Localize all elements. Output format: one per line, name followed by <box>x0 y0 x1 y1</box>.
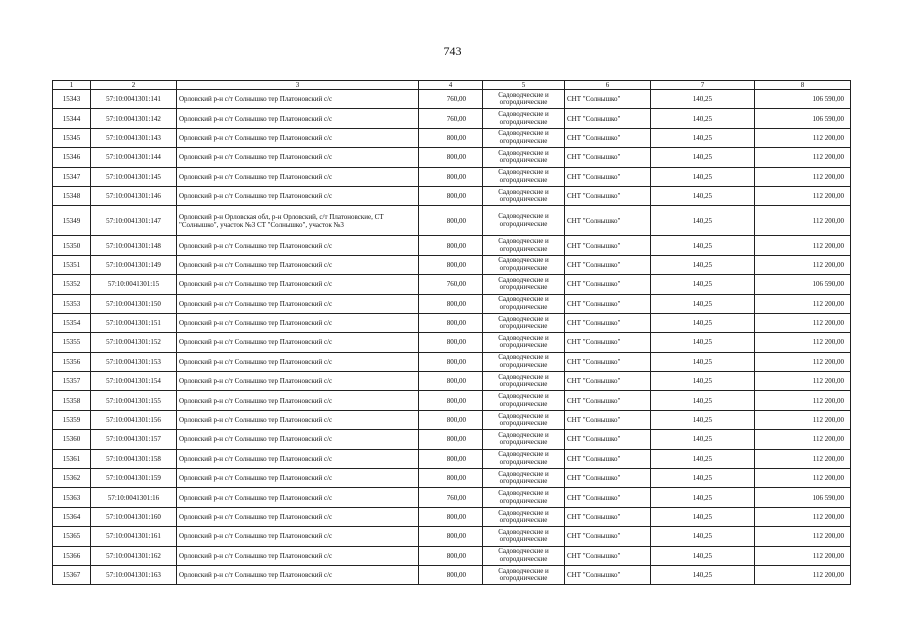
cadastral-number-cell: 57:10:0041301:16 <box>91 488 177 507</box>
address-cell: Орловский р-н с/т Солнышко тер Платоновский с/с <box>177 186 419 205</box>
address-cell: Орловский р-н с/т Солнышко тер Платоновский с/с <box>177 294 419 313</box>
address-cell: Орловский р-н с/т Солнышко тер Платоновский с/с <box>177 255 419 274</box>
row-number-cell: 15347 <box>53 167 91 186</box>
land-use-cell: Садоводческие и огороднические <box>483 410 565 429</box>
cadastral-number-cell: 57:10:0041301:149 <box>91 255 177 274</box>
cadastral-number-cell: 57:10:0041301:154 <box>91 372 177 391</box>
specific-value-cell: 140,25 <box>651 236 755 255</box>
area-cell: 800,00 <box>419 352 483 371</box>
area-cell: 800,00 <box>419 186 483 205</box>
cadastral-value-cell: 112 200,00 <box>755 391 851 410</box>
address-cell: Орловский р-н с/т Солнышко тер Платоновский с/с <box>177 488 419 507</box>
organization-cell: СНТ "Солнышко" <box>565 275 651 294</box>
cadastral-number-cell: 57:10:0041301:15 <box>91 275 177 294</box>
specific-value-cell: 140,25 <box>651 352 755 371</box>
cadastral-number-cell: 57:10:0041301:153 <box>91 352 177 371</box>
area-cell: 800,00 <box>419 430 483 449</box>
area-cell: 800,00 <box>419 507 483 526</box>
cadastral-value-cell: 112 200,00 <box>755 294 851 313</box>
area-cell: 760,00 <box>419 90 483 109</box>
specific-value-cell: 140,25 <box>651 469 755 488</box>
land-use-cell: Садоводческие и огороднические <box>483 275 565 294</box>
row-number-cell: 15361 <box>53 449 91 468</box>
table-row <box>53 167 851 186</box>
cadastral-number-cell: 57:10:0041301:163 <box>91 565 177 584</box>
row-number-cell: 15350 <box>53 236 91 255</box>
address-cell: Орловский р-н с/т Солнышко тер Платоновский с/с <box>177 372 419 391</box>
header-row <box>53 81 851 90</box>
row-number-cell: 15353 <box>53 294 91 313</box>
area-cell: 800,00 <box>419 391 483 410</box>
cadastral-value-cell: 112 200,00 <box>755 507 851 526</box>
cadastral-value-cell: 112 200,00 <box>755 128 851 147</box>
address-cell: Орловский р-н с/т Солнышко тер Платоновский с/с <box>177 90 419 109</box>
cadastral-value-cell: 112 200,00 <box>755 449 851 468</box>
address-cell: Орловский р-н с/т Солнышко тер Платоновский с/с <box>177 275 419 294</box>
area-cell: 800,00 <box>419 236 483 255</box>
cadastral-number-cell: 57:10:0041301:150 <box>91 294 177 313</box>
column-header: 6 <box>565 81 651 90</box>
specific-value-cell: 140,25 <box>651 294 755 313</box>
cadastral-number-cell: 57:10:0041301:162 <box>91 546 177 565</box>
organization-cell: СНТ "Солнышко" <box>565 372 651 391</box>
cadastral-number-cell: 57:10:0041301:147 <box>91 206 177 236</box>
table-row <box>53 148 851 167</box>
address-cell: Орловский р-н с/т Солнышко тер Платоновский с/с <box>177 469 419 488</box>
area-cell: 800,00 <box>419 313 483 332</box>
cadastral-value-cell: 112 200,00 <box>755 206 851 236</box>
address-cell: Орловский р-н с/т Солнышко тер Платоновский с/с <box>177 546 419 565</box>
column-header: 4 <box>419 81 483 90</box>
cadastral-number-cell: 57:10:0041301:143 <box>91 128 177 147</box>
cadastral-value-cell: 106 590,00 <box>755 109 851 128</box>
column-header: 5 <box>483 81 565 90</box>
row-number-cell: 15343 <box>53 90 91 109</box>
table-row <box>53 236 851 255</box>
organization-cell: СНТ "Солнышко" <box>565 391 651 410</box>
row-number-cell: 15348 <box>53 186 91 205</box>
land-use-cell: Садоводческие и огороднические <box>483 109 565 128</box>
area-cell: 800,00 <box>419 449 483 468</box>
table-row <box>53 527 851 546</box>
specific-value-cell: 140,25 <box>651 255 755 274</box>
table-row <box>53 546 851 565</box>
specific-value-cell: 140,25 <box>651 167 755 186</box>
table-row <box>53 333 851 352</box>
area-cell: 800,00 <box>419 128 483 147</box>
organization-cell: СНТ "Солнышко" <box>565 109 651 128</box>
row-number-cell: 15365 <box>53 527 91 546</box>
row-number-cell: 15363 <box>53 488 91 507</box>
address-cell: Орловский р-н с/т Солнышко тер Платоновский с/с <box>177 313 419 332</box>
specific-value-cell: 140,25 <box>651 109 755 128</box>
area-cell: 800,00 <box>419 294 483 313</box>
cadastral-number-cell: 57:10:0041301:161 <box>91 527 177 546</box>
land-use-cell: Садоводческие и огороднические <box>483 430 565 449</box>
column-header: 3 <box>177 81 419 90</box>
land-use-cell: Садоводческие и огороднические <box>483 546 565 565</box>
cadastral-value-cell: 112 200,00 <box>755 352 851 371</box>
address-cell: Орловский р-н с/т Солнышко тер Платоновский с/с <box>177 410 419 429</box>
specific-value-cell: 140,25 <box>651 527 755 546</box>
table-row <box>53 313 851 332</box>
cadastral-value-cell: 106 590,00 <box>755 488 851 507</box>
area-cell: 800,00 <box>419 148 483 167</box>
cadastral-number-cell: 57:10:0041301:159 <box>91 469 177 488</box>
area-cell: 800,00 <box>419 469 483 488</box>
specific-value-cell: 140,25 <box>651 90 755 109</box>
column-header: 2 <box>91 81 177 90</box>
cadastral-value-cell: 112 200,00 <box>755 186 851 205</box>
row-number-cell: 15366 <box>53 546 91 565</box>
cadastral-number-cell: 57:10:0041301:156 <box>91 410 177 429</box>
cadastral-number-cell: 57:10:0041301:141 <box>91 90 177 109</box>
area-cell: 800,00 <box>419 372 483 391</box>
specific-value-cell: 140,25 <box>651 313 755 332</box>
table-row <box>53 449 851 468</box>
organization-cell: СНТ "Солнышко" <box>565 488 651 507</box>
row-number-cell: 15354 <box>53 313 91 332</box>
table-row <box>53 90 851 109</box>
row-number-cell: 15349 <box>53 206 91 236</box>
organization-cell: СНТ "Солнышко" <box>565 148 651 167</box>
cadastral-value-cell: 106 590,00 <box>755 275 851 294</box>
land-use-cell: Садоводческие и огороднические <box>483 449 565 468</box>
row-number-cell: 15358 <box>53 391 91 410</box>
organization-cell: СНТ "Солнышко" <box>565 430 651 449</box>
organization-cell: СНТ "Солнышко" <box>565 333 651 352</box>
address-cell: Орловский р-н с/т Солнышко тер Платоновский с/с <box>177 236 419 255</box>
cadastral-value-cell: 112 200,00 <box>755 313 851 332</box>
area-cell: 800,00 <box>419 255 483 274</box>
specific-value-cell: 140,25 <box>651 410 755 429</box>
land-use-cell: Садоводческие и огороднические <box>483 236 565 255</box>
area-cell: 800,00 <box>419 410 483 429</box>
address-cell: Орловский р-н Орловская обл, р-н Орловский, с/т Платоновские, СТ "Солнышко", участок №3 СТ "Солнышко", участок №3 <box>177 206 419 236</box>
specific-value-cell: 140,25 <box>651 391 755 410</box>
area-cell: 800,00 <box>419 167 483 186</box>
cadastral-value-cell: 112 200,00 <box>755 372 851 391</box>
address-cell: Орловский р-н с/т Солнышко тер Платоновский с/с <box>177 167 419 186</box>
organization-cell: СНТ "Солнышко" <box>565 255 651 274</box>
table-row <box>53 507 851 526</box>
row-number-cell: 15359 <box>53 410 91 429</box>
table-row <box>53 372 851 391</box>
organization-cell: СНТ "Солнышко" <box>565 128 651 147</box>
table-row <box>53 565 851 584</box>
organization-cell: СНТ "Солнышко" <box>565 90 651 109</box>
cadastral-number-cell: 57:10:0041301:157 <box>91 430 177 449</box>
specific-value-cell: 140,25 <box>651 488 755 507</box>
organization-cell: СНТ "Солнышко" <box>565 186 651 205</box>
table-row <box>53 488 851 507</box>
address-cell: Орловский р-н с/т Солнышко тер Платоновский с/с <box>177 333 419 352</box>
address-cell: Орловский р-н с/т Солнышко тер Платоновский с/с <box>177 148 419 167</box>
row-number-cell: 15356 <box>53 352 91 371</box>
cadastral-value-cell: 112 200,00 <box>755 236 851 255</box>
cadastral-value-cell: 112 200,00 <box>755 546 851 565</box>
land-use-cell: Садоводческие и огороднические <box>483 294 565 313</box>
organization-cell: СНТ "Солнышко" <box>565 167 651 186</box>
cadastral-table <box>52 80 851 585</box>
cadastral-value-cell: 112 200,00 <box>755 469 851 488</box>
organization-cell: СНТ "Солнышко" <box>565 313 651 332</box>
organization-cell: СНТ "Солнышко" <box>565 236 651 255</box>
organization-cell: СНТ "Солнышко" <box>565 546 651 565</box>
row-number-cell: 15360 <box>53 430 91 449</box>
land-use-cell: Садоводческие и огороднические <box>483 333 565 352</box>
area-cell: 800,00 <box>419 206 483 236</box>
specific-value-cell: 140,25 <box>651 148 755 167</box>
land-use-cell: Садоводческие и огороднические <box>483 186 565 205</box>
land-use-cell: Садоводческие и огороднические <box>483 167 565 186</box>
specific-value-cell: 140,25 <box>651 430 755 449</box>
row-number-cell: 15364 <box>53 507 91 526</box>
row-number-cell: 15357 <box>53 372 91 391</box>
address-cell: Орловский р-н с/т Солнышко тер Платоновский с/с <box>177 449 419 468</box>
land-use-cell: Садоводческие и огороднические <box>483 469 565 488</box>
land-use-cell: Садоводческие и огороднические <box>483 206 565 236</box>
land-use-cell: Садоводческие и огороднические <box>483 507 565 526</box>
cadastral-number-cell: 57:10:0041301:148 <box>91 236 177 255</box>
cadastral-value-cell: 106 590,00 <box>755 90 851 109</box>
cadastral-number-cell: 57:10:0041301:145 <box>91 167 177 186</box>
address-cell: Орловский р-н с/т Солнышко тер Платоновский с/с <box>177 352 419 371</box>
organization-cell: СНТ "Солнышко" <box>565 449 651 468</box>
land-use-cell: Садоводческие и огороднические <box>483 372 565 391</box>
table-row <box>53 391 851 410</box>
area-cell: 800,00 <box>419 333 483 352</box>
land-use-cell: Садоводческие и огороднические <box>483 391 565 410</box>
row-number-cell: 15345 <box>53 128 91 147</box>
organization-cell: СНТ "Солнышко" <box>565 527 651 546</box>
organization-cell: СНТ "Солнышко" <box>565 469 651 488</box>
land-use-cell: Садоводческие и огороднические <box>483 90 565 109</box>
land-use-cell: Садоводческие и огороднические <box>483 128 565 147</box>
address-cell: Орловский р-н с/т Солнышко тер Платоновский с/с <box>177 430 419 449</box>
land-use-cell: Садоводческие и огороднические <box>483 352 565 371</box>
cadastral-value-cell: 112 200,00 <box>755 430 851 449</box>
land-use-cell: Садоводческие и огороднические <box>483 527 565 546</box>
table-row <box>53 128 851 147</box>
organization-cell: СНТ "Солнышко" <box>565 352 651 371</box>
address-cell: Орловский р-н с/т Солнышко тер Платоновский с/с <box>177 507 419 526</box>
land-use-cell: Садоводческие и огороднические <box>483 488 565 507</box>
row-number-cell: 15344 <box>53 109 91 128</box>
row-number-cell: 15355 <box>53 333 91 352</box>
table-row <box>53 410 851 429</box>
cadastral-value-cell: 112 200,00 <box>755 167 851 186</box>
specific-value-cell: 140,25 <box>651 128 755 147</box>
specific-value-cell: 140,25 <box>651 333 755 352</box>
area-cell: 800,00 <box>419 565 483 584</box>
cadastral-number-cell: 57:10:0041301:146 <box>91 186 177 205</box>
organization-cell: СНТ "Солнышко" <box>565 565 651 584</box>
address-cell: Орловский р-н с/т Солнышко тер Платоновский с/с <box>177 128 419 147</box>
table-row <box>53 294 851 313</box>
specific-value-cell: 140,25 <box>651 186 755 205</box>
table-row <box>53 255 851 274</box>
column-header: 8 <box>755 81 851 90</box>
table-row <box>53 206 851 236</box>
area-cell: 800,00 <box>419 546 483 565</box>
cadastral-number-cell: 57:10:0041301:144 <box>91 148 177 167</box>
row-number-cell: 15351 <box>53 255 91 274</box>
address-cell: Орловский р-н с/т Солнышко тер Платоновский с/с <box>177 109 419 128</box>
organization-cell: СНТ "Солнышко" <box>565 206 651 236</box>
area-cell: 800,00 <box>419 527 483 546</box>
area-cell: 760,00 <box>419 488 483 507</box>
address-cell: Орловский р-н с/т Солнышко тер Платоновский с/с <box>177 391 419 410</box>
area-cell: 760,00 <box>419 109 483 128</box>
cadastral-number-cell: 57:10:0041301:155 <box>91 391 177 410</box>
address-cell: Орловский р-н с/т Солнышко тер Платоновский с/с <box>177 565 419 584</box>
land-use-cell: Садоводческие и огороднические <box>483 313 565 332</box>
cadastral-value-cell: 112 200,00 <box>755 333 851 352</box>
area-cell: 760,00 <box>419 275 483 294</box>
page-number: 743 <box>443 44 462 58</box>
address-cell: Орловский р-н с/т Солнышко тер Платоновский с/с <box>177 527 419 546</box>
land-use-cell: Садоводческие и огороднические <box>483 565 565 584</box>
specific-value-cell: 140,25 <box>651 565 755 584</box>
specific-value-cell: 140,25 <box>651 275 755 294</box>
specific-value-cell: 140,25 <box>651 372 755 391</box>
cadastral-value-cell: 112 200,00 <box>755 410 851 429</box>
cadastral-value-cell: 112 200,00 <box>755 565 851 584</box>
cadastral-number-cell: 57:10:0041301:158 <box>91 449 177 468</box>
table-row <box>53 275 851 294</box>
specific-value-cell: 140,25 <box>651 546 755 565</box>
table-row <box>53 352 851 371</box>
land-use-cell: Садоводческие и огороднические <box>483 148 565 167</box>
cadastral-number-cell: 57:10:0041301:151 <box>91 313 177 332</box>
row-number-cell: 15362 <box>53 469 91 488</box>
column-header: 1 <box>53 81 91 90</box>
specific-value-cell: 140,25 <box>651 507 755 526</box>
cadastral-number-cell: 57:10:0041301:152 <box>91 333 177 352</box>
specific-value-cell: 140,25 <box>651 206 755 236</box>
cadastral-value-cell: 112 200,00 <box>755 148 851 167</box>
column-header: 7 <box>651 81 755 90</box>
table-row <box>53 186 851 205</box>
row-number-cell: 15352 <box>53 275 91 294</box>
organization-cell: СНТ "Солнышко" <box>565 294 651 313</box>
row-number-cell: 15367 <box>53 565 91 584</box>
organization-cell: СНТ "Солнышко" <box>565 507 651 526</box>
specific-value-cell: 140,25 <box>651 449 755 468</box>
land-use-cell: Садоводческие и огороднические <box>483 255 565 274</box>
cadastral-value-cell: 112 200,00 <box>755 527 851 546</box>
cadastral-value-cell: 112 200,00 <box>755 255 851 274</box>
table-row <box>53 469 851 488</box>
table-row <box>53 109 851 128</box>
row-number-cell: 15346 <box>53 148 91 167</box>
cadastral-number-cell: 57:10:0041301:142 <box>91 109 177 128</box>
organization-cell: СНТ "Солнышко" <box>565 410 651 429</box>
table-row <box>53 430 851 449</box>
cadastral-number-cell: 57:10:0041301:160 <box>91 507 177 526</box>
